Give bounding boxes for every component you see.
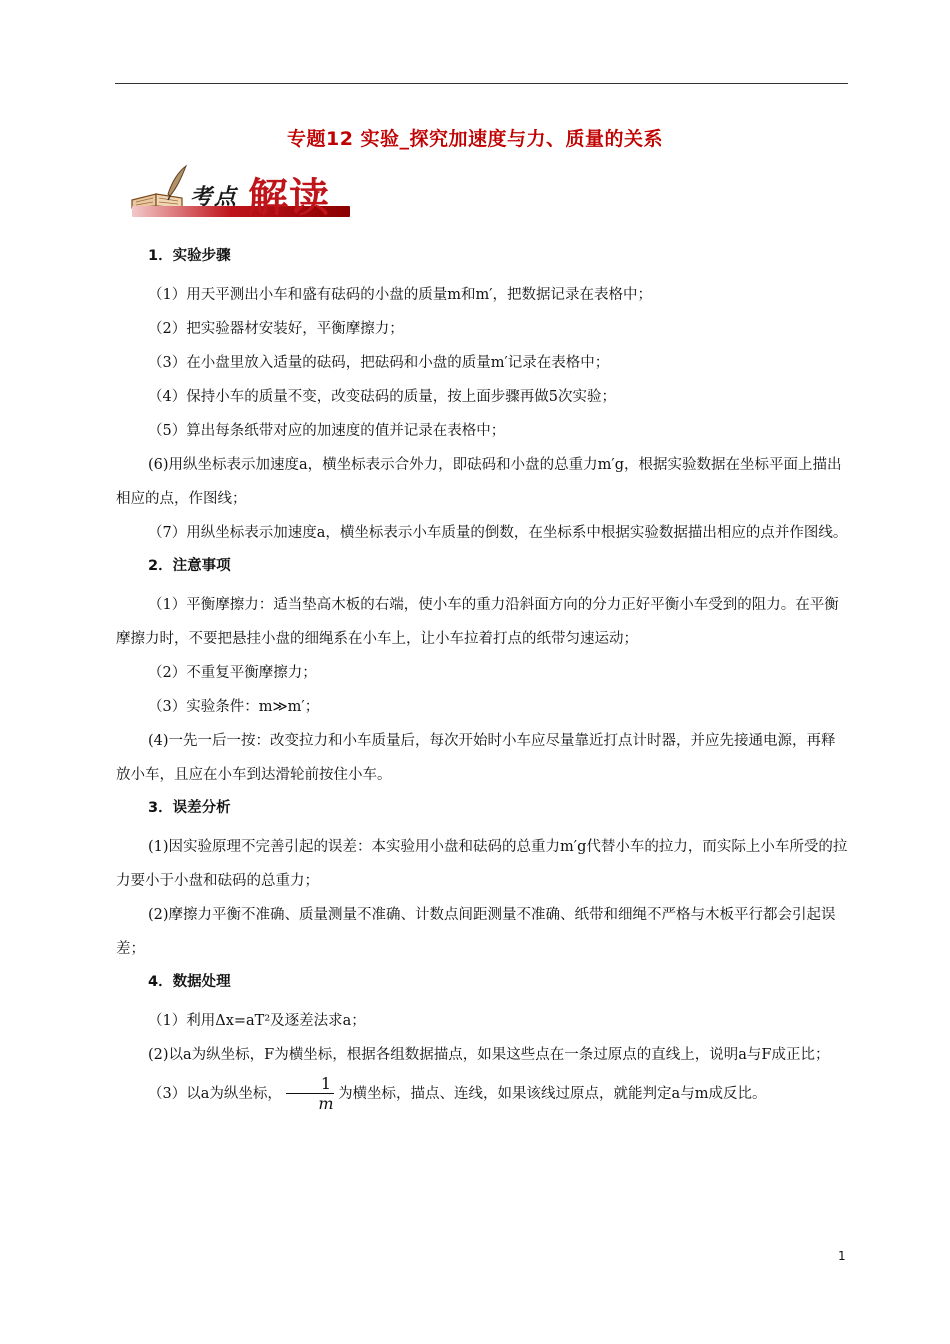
paragraph: （1）平衡摩擦力：适当垫高木板的右端，使小车的重力沿斜面方向的分力正好平衡小车受到的阻力。在平衡摩擦力时，不要把悬挂小盘的细绳系在小车上，让小车拉着打点的纸带匀速运动；: [116, 597, 839, 647]
fraction-numerator: 1: [286, 1075, 334, 1094]
paragraph: (2)摩擦力平衡不准确、质量测量不准确、计数点间距测量不准确、纸带和细绳不严格与木板平行都会引起误差；: [116, 907, 836, 957]
paragraph: (1)因实验原理不完善引起的误差：本实验用小盘和砝码的总重力m′g代替小车的拉力，而实际上小车所受的拉力要小于小盘和砝码的总重力；: [116, 839, 848, 889]
fraction-denominator: m: [318, 1093, 334, 1113]
paragraph: (2)以a为纵坐标，F为横坐标，根据各组数据描点，如果这些点在一条过原点的直线上，说明a与F成正比；: [148, 1047, 830, 1063]
paragraph: （3）在小盘里放入适量的砝码，把砝码和小盘的质量m′记录在表格中；: [148, 355, 610, 371]
section-heading: 4．数据处理: [148, 974, 231, 990]
book-quill-icon: [128, 164, 188, 210]
paragraph: （7）用纵坐标表示加速度a，横坐标表示小车质量的倒数，在坐标系中根据实验数据描出相应的点并作图线。: [148, 525, 848, 541]
paragraph: （2）不重复平衡摩擦力；: [148, 665, 317, 681]
paragraph: (6)用纵坐标表示加速度a，横坐标表示合外力，即砝码和小盘的总重力m′g，根据实验数据在坐标平面上描出相应的点，作图线；: [116, 457, 842, 507]
text-after-fraction: 为横坐标，描点、连线，如果该线过原点，就能判定a与m成反比。: [338, 1086, 767, 1102]
banner-text-jiedu: 解读: [248, 174, 330, 221]
paragraph: （4）保持小车的质量不变，改变砝码的质量，按上面步骤再做5次实验；: [148, 389, 616, 405]
page-number: 1: [838, 1249, 846, 1263]
paragraph: （1）利用Δx=aT²及逐差法求a；: [148, 1013, 366, 1029]
section-heading: 3．误差分析: [148, 800, 231, 816]
paragraph: （2）把实验器材安装好，平衡摩擦力；: [148, 321, 404, 337]
kaodian-banner: [128, 162, 350, 224]
paragraph: （3）实验条件：m≫m′；: [148, 699, 320, 715]
document-body: [116, 244, 849, 1116]
section-heading: 1．实验步骤: [148, 248, 231, 264]
header-rule: [115, 83, 848, 84]
paragraph-fraction: [116, 1072, 849, 1116]
text-before-fraction: （3）以a为纵坐标，: [148, 1086, 282, 1102]
banner-text-kaodian: 考点: [190, 184, 239, 210]
fraction-one-over-m: [286, 1075, 334, 1114]
page-title: 专题12 实验_探究加速度与力、质量的关系: [286, 128, 664, 150]
paragraph: (4)一先一后一按：改变拉力和小车质量后，每次开始时小车应尽量靠近打点计时器，并应先接通电源，再释放小车，且应在小车到达滑轮前按住小车。: [116, 733, 836, 783]
section-heading: 2．注意事项: [148, 558, 231, 574]
paragraph: （5）算出每条纸带对应的加速度的值并记录在表格中；: [148, 423, 506, 439]
paragraph: （1）用天平测出小车和盛有砝码的小盘的质量m和m′，把数据记录在表格中；: [148, 287, 653, 303]
